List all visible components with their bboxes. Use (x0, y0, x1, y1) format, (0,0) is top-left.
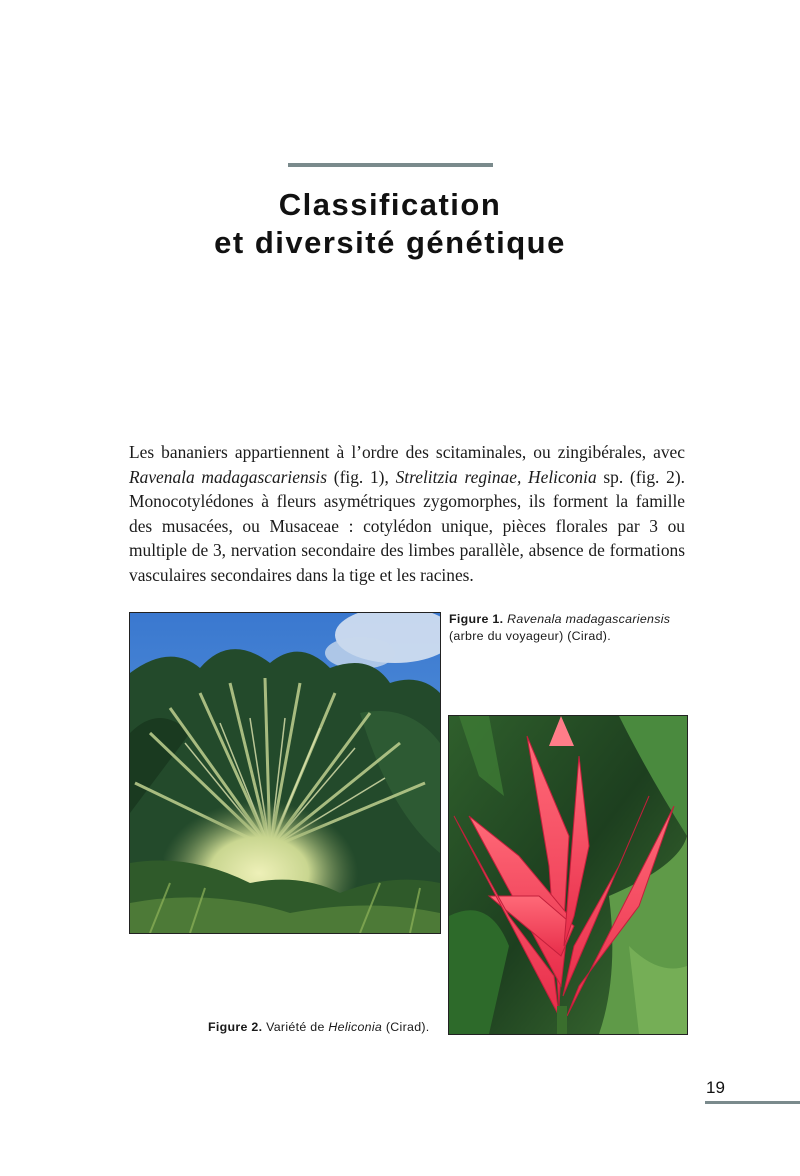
figure-1-species: Ravenala madagascariensis (507, 612, 671, 626)
figure-2-photo (448, 715, 688, 1035)
page-title (0, 186, 780, 262)
figure-1-photo (129, 612, 441, 934)
figure-2-genus: Heliconia (328, 1020, 383, 1034)
body-text-a: Les bananiers appartiennent à l’ordre des scitaminales, ou zingibérales, avec (129, 442, 685, 462)
figure-1-caption (449, 611, 749, 645)
title-rule (288, 163, 493, 167)
figure-2-caption (208, 1019, 448, 1036)
figure-1-label: Figure 1. (449, 612, 504, 626)
footer-rule (705, 1101, 800, 1104)
body-species-2: Strelitzia reginae, Heliconia (395, 466, 597, 487)
figure-2-prefix: Variété de (266, 1020, 325, 1034)
page-number: 19 (706, 1078, 725, 1097)
body-species-1: Ravenala madagascariensis (129, 466, 328, 487)
figure-2-suffix: (Cirad). (385, 1020, 430, 1034)
body-text-b: (fig. 1), (327, 466, 396, 487)
title-line-2: et diversité génétique (214, 225, 566, 260)
body-text-c: sp. (fig. 2). Monocotylédones à fleurs asymétriques zygomorphes, ils forment la famille des musacées, ou Musaceae : cotylédon unique, pièces florales par 3 ou multiple de 3, nervation secondaire des limbes parallèle, absence de formations vasculaires secondaires dans la tige et les racines. (129, 466, 685, 585)
title-line-1: Classification (278, 187, 502, 222)
body-paragraph (129, 440, 685, 588)
figure-1-rest: (arbre du voyageur) (Cirad). (449, 629, 611, 643)
figure-2-label: Figure 2. (208, 1020, 263, 1034)
